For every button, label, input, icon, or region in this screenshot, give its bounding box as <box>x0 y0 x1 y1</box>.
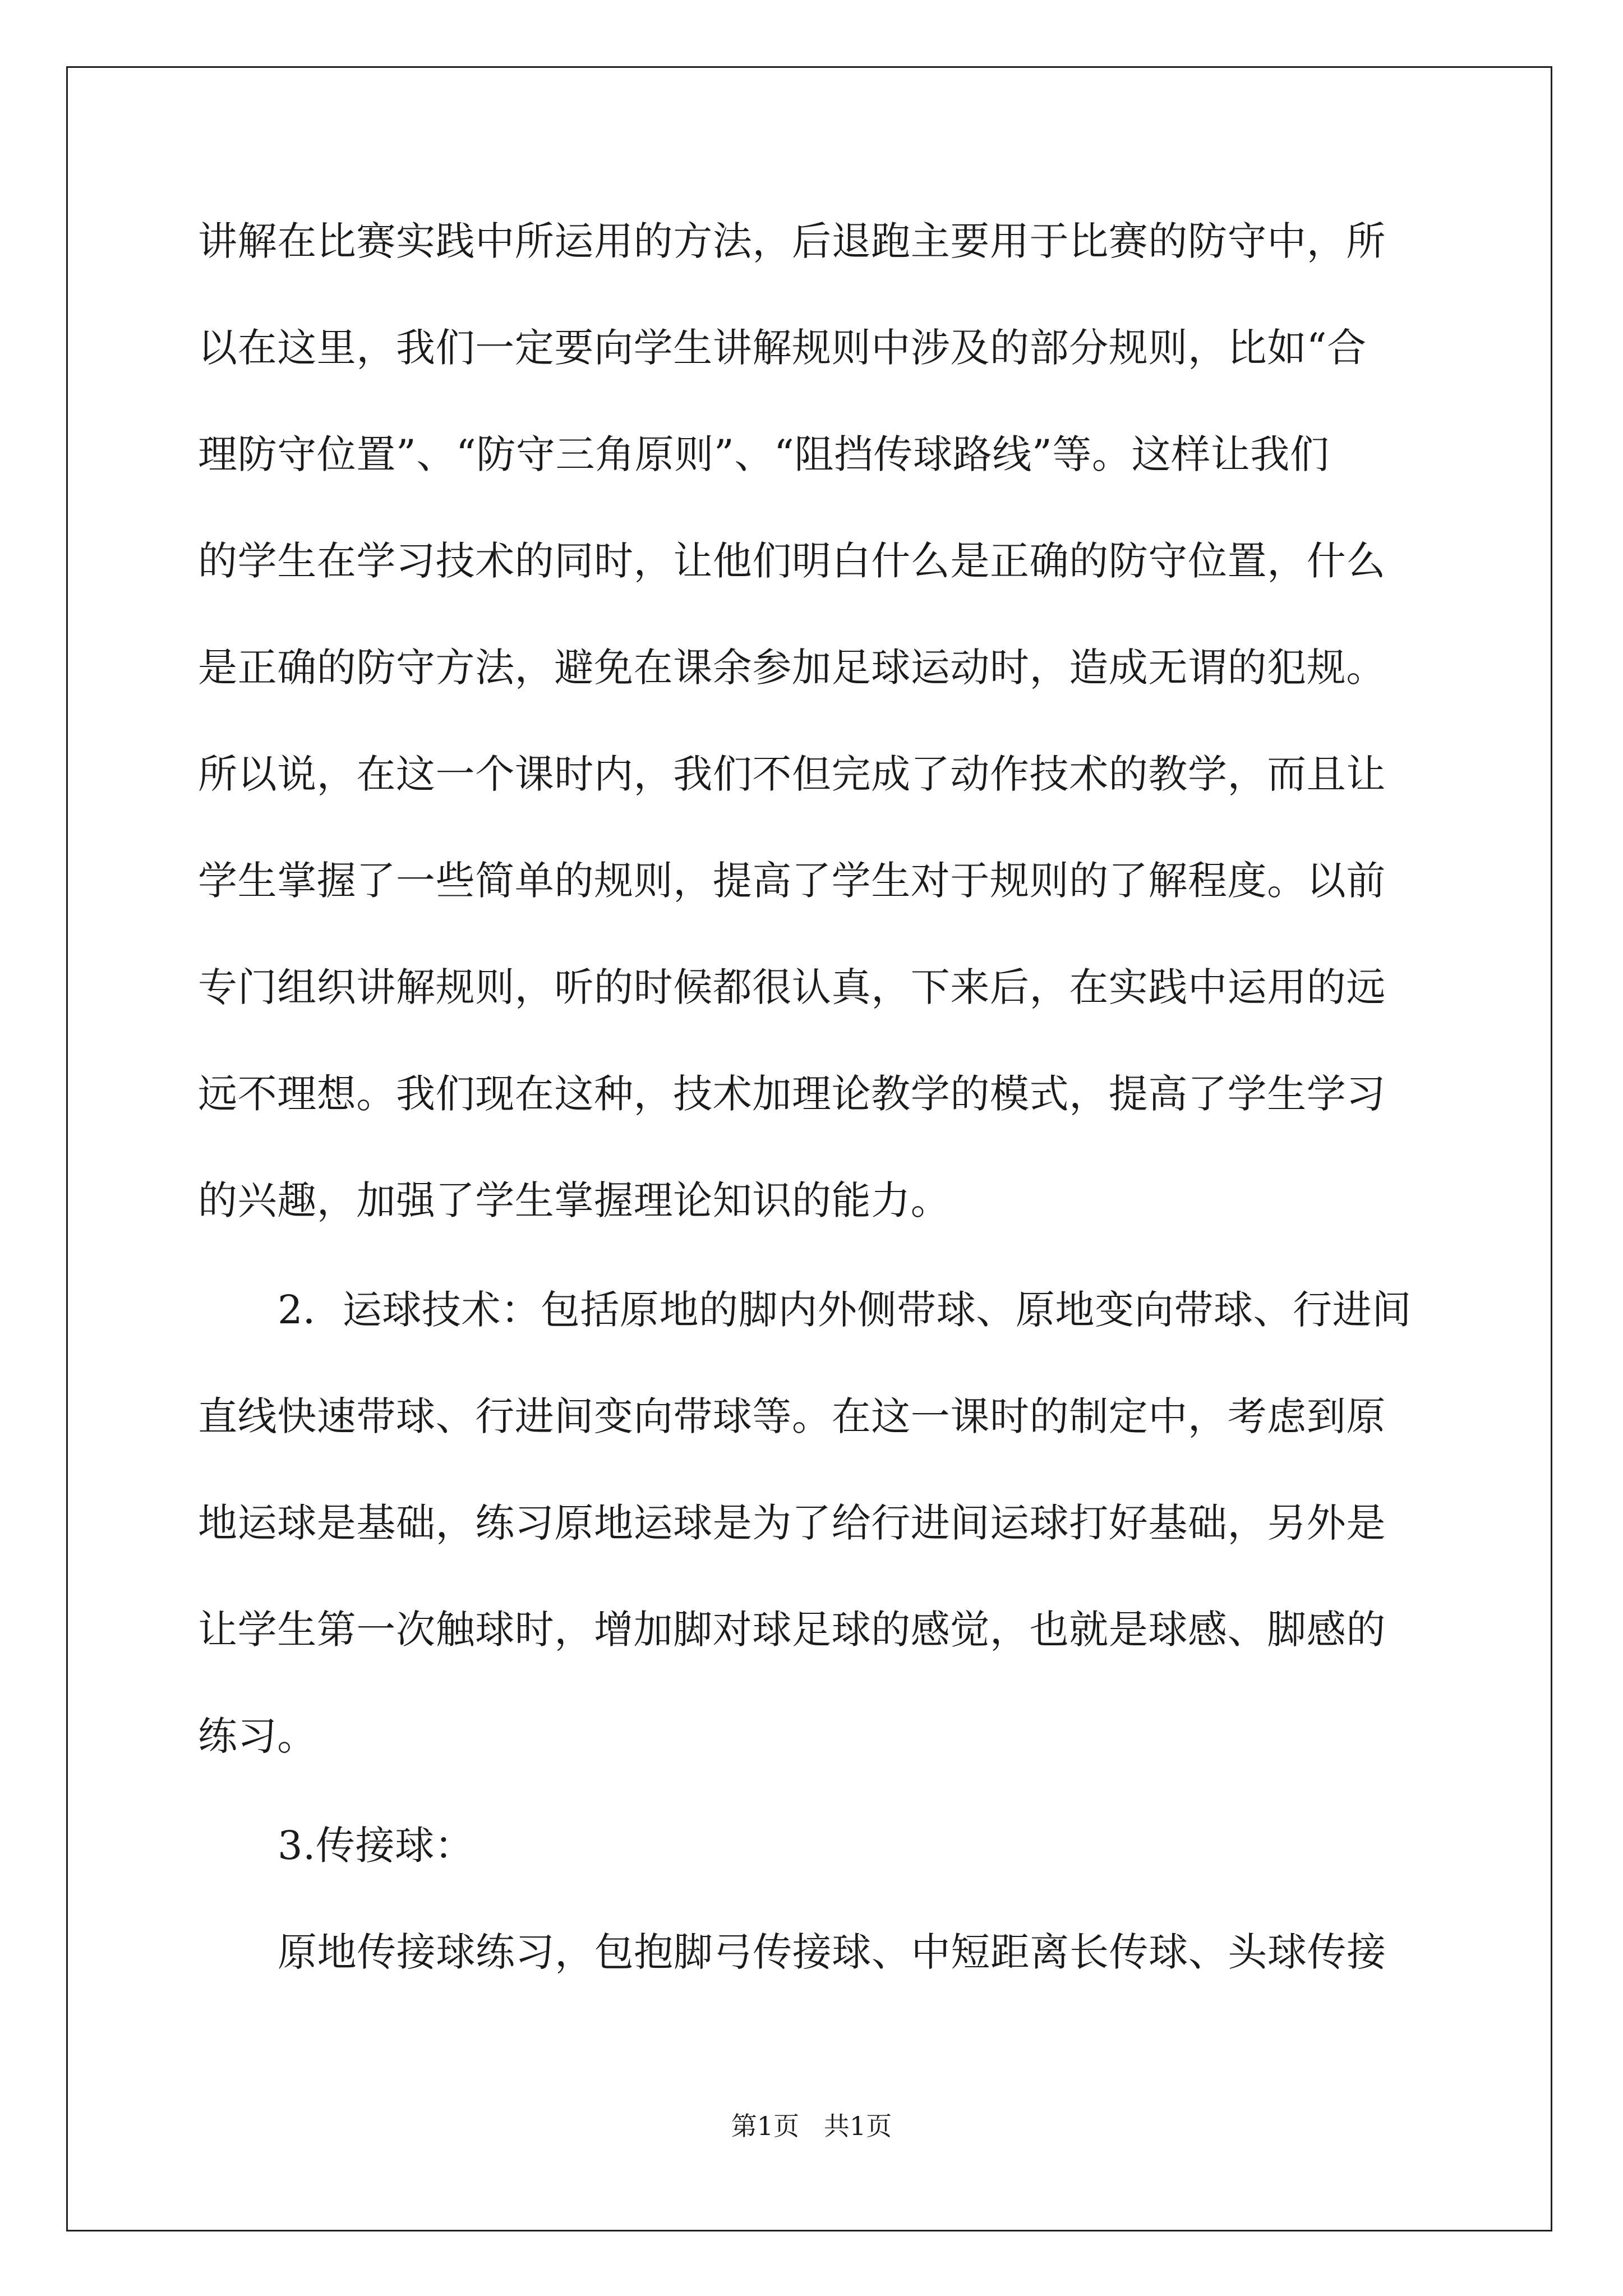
body-text-line: 练习。 <box>198 1713 317 1759</box>
body-text-line: 的学生在学习技术的同时，让他们明白什么是正确的防守位置，什么 <box>198 538 1386 584</box>
body-text-line: 专门组织讲解规则，听的时候都很认真，下来后，在实践中运用的远 <box>198 964 1386 1010</box>
body-text-line: 讲解在比赛实践中所运用的方法，后退跑主要用于比赛的防守中，所 <box>198 218 1386 264</box>
section-heading-dribbling: 2．运球技术：包括原地的脚内外侧带球、原地变向带球、行进间 <box>278 1287 1412 1333</box>
body-text-line: 的兴趣，加强了学生掌握理论知识的能力。 <box>198 1177 951 1223</box>
body-text-line: 原地传接球练习，包抱脚弓传接球、中短距离长传球、头球传接 <box>278 1929 1386 1975</box>
body-text-line: 学生掌握了一些简单的规则，提高了学生对于规则的了解程度。以前 <box>198 858 1386 904</box>
section-heading-passing: 3.传接球： <box>278 1823 474 1869</box>
page-number-footer: 第1页 共1页 <box>731 2111 892 2141</box>
body-text-line: 理防守位置”、“防守三角原则”、“阻挡传球路线”等。这样让我们 <box>198 431 1330 477</box>
body-text-line: 远不理想。我们现在这种，技术加理论教学的模式，提高了学生学习 <box>198 1071 1386 1117</box>
body-text-line: 所以说，在这一个课时内，我们不但完成了动作技术的教学，而且让 <box>198 751 1386 797</box>
body-text-line: 是正确的防守方法，避免在课余参加足球运动时，造成无谓的犯规。 <box>198 645 1386 691</box>
body-text-line: 地运球是基础，练习原地运球是为了给行进间运球打好基础，另外是 <box>198 1500 1386 1546</box>
body-text-line: 以在这里，我们一定要向学生讲解规则中涉及的部分规则，比如“合 <box>198 325 1367 371</box>
page-border <box>66 66 1552 2231</box>
body-text-line: 直线快速带球、行进间变向带球等。在这一课时的制定中，考虑到原 <box>198 1393 1386 1439</box>
body-text-line: 让学生第一次触球时，增加脚对球足球的感觉，也就是球感、脚感的 <box>198 1607 1386 1653</box>
